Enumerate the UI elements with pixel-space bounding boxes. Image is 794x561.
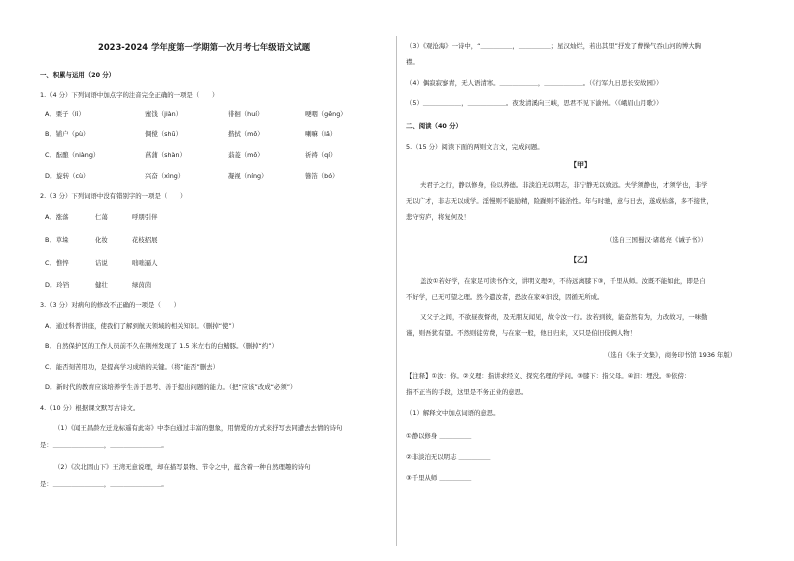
q4-stem: 4.（10 分）根据课文默写古诗文。 (40, 404, 140, 412)
passage-jia-line2: 无以广才，非志无以成学。淫慢则不能励精，险躁则不能治性。年与时驰，意与日去，遂成枯落，多不接世， (406, 197, 713, 205)
q2-option-d-2: 健壮 (95, 281, 108, 289)
q3-option-b: B．自然保护区的工作人员前不久在荆州发现了 1.5 米左右的白鳍豚。（删掉“约”） (45, 342, 278, 350)
q1-option-a-3: 徘徊（huí） (228, 110, 264, 118)
q1-option-c-1: C．酝酿（niàng） (45, 151, 100, 159)
q4-part3-line1: （3）《观沧海》一诗中，“＿＿＿＿＿，＿＿＿＿＿；星汉灿烂，若出其里”抒发了曹操气吞山河的博大胸 (406, 42, 702, 50)
q4-part1-line2: 是：＿＿＿＿＿＿＿＿，＿＿＿＿＿＿＿＿。 (40, 441, 168, 449)
q4-part3-line2: 襟。 (406, 58, 419, 66)
q2-option-b-2: 化妆 (95, 236, 108, 244)
q1-option-c-4: 祈祷（qí） (305, 151, 337, 159)
q5-sub1-stem: （1）解释文中加点词语的意思。 (406, 409, 500, 417)
q1-option-c-2: 菖蒲（shàn） (145, 151, 186, 159)
q5-sub1-item3: ③千里从师 ＿＿＿＿＿ (406, 474, 472, 482)
passage-jia-line3: 悲守穷庐，将复何及！ (406, 213, 470, 221)
q2-option-c-1: C．憔悴 (45, 259, 69, 267)
q1-option-d-4: 簪箔（bó） (305, 172, 339, 180)
q2-option-a-3: 呼朋引伴 (132, 213, 158, 221)
q5-stem: 5.（15 分）阅读下面的两则文言文，完成问题。 (406, 143, 544, 151)
section-1-heading: 一、积累与运用（20 分） (40, 71, 116, 79)
q1-option-d-1: D．旋转（cù） (45, 172, 90, 180)
q1-option-c-3: 蓊菱（mǒ） (228, 151, 264, 159)
q1-option-b-1: B．铺户（pù） (45, 130, 90, 138)
annotation-line1: 【注释】①汝：你。②义理：指讲求经义、探究名理的学问。③膝下：指父母。④汩：埋没。⑤依傍： (406, 372, 691, 380)
q1-option-a-4: 哽咽（gěng） (305, 110, 347, 118)
q4-part1-line1: （1）《闻王昌龄左迁龙标遥有此寄》中李白通过丰富的想象，用情爱的方式来抒写去同遭去去情的诗句 (54, 424, 343, 432)
q2-option-a-1: A．涨落 (45, 213, 69, 221)
q4-part4: （4）偶寂寂寥青，无人语清寒。＿＿＿＿＿＿，＿＿＿＿＿＿。（《行军九日思长安故园》） (406, 79, 663, 87)
passage-yi-source: （选自《朱子文集》，商务印书馆 1936 年版） (604, 351, 737, 359)
q5-sub1-item1: ①静以修身 ＿＿＿＿＿ (406, 432, 472, 440)
q4-part5: （5）＿＿＿＿＿＿，＿＿＿＿＿＿。夜发清溪向三峡，思君不见下渝州。（《峨眉山月歌》） (406, 99, 663, 107)
passage-yi-heading: 【乙】 (570, 256, 591, 264)
q1-option-d-2: 兴奋（xìng） (145, 172, 185, 180)
q5-sub1-item2: ②非淡泊无以明志 ＿＿＿＿＿ (406, 453, 491, 461)
q2-option-b-1: B．草垛 (45, 236, 69, 244)
q1-option-b-4: 喇嘛（lǎ） (305, 130, 337, 138)
q1-option-a-2: 蜜饯（jiàn） (145, 110, 183, 118)
passage-yi-line3: 又父子之间，不欲昼夜督责，及无朋友闻见，故令汝一行。汝若到彼，能奋然有为，力改故习，一味勤 (420, 313, 708, 321)
annotation-line2: 指不正当的手段，这里是不务正业的意思。 (406, 388, 528, 396)
column-divider (396, 36, 397, 546)
passage-yi-line4: 谨，则吾犹有望。不然则徒劳费，与在家一般，他日归来，又只是伯旧伎俩人物！ (406, 329, 637, 337)
q2-option-c-3: 咄咄逼人 (132, 259, 158, 267)
q1-stem: 1.（4 分）下列词语中加点字的注音完全正确的一项是（ ） (40, 91, 219, 99)
q2-option-a-2: 仁蔼 (95, 213, 108, 221)
q4-part2-line2: 是：＿＿＿＿＿＿＿＿，＿＿＿＿＿＿＿＿。 (40, 480, 168, 488)
q2-option-d-3: 绿茵茵 (132, 281, 152, 289)
q1-option-a-1: A．栗子（lì） (45, 110, 85, 118)
q3-stem: 3.（3 分）对病句的修改不正确的一项是（ ） (40, 301, 181, 309)
q3-option-c: C．能否刻苦用功，是提高学习成绩的关键。（将“能否”删去） (45, 363, 220, 371)
q3-option-a: A．通过科普讲座，使我们了解到航天领域的相关知识。（删掉“使”） (45, 322, 239, 330)
q2-stem: 2.（3 分）下列词语中没有错别字的一项是（ ） (40, 192, 187, 200)
passage-jia-heading: 【甲】 (570, 161, 591, 169)
q3-option-d: D．新时代的教育应该培养学生善于思考、善于提出问题的能力。（把“应该”改成“必须”） (45, 383, 297, 391)
passage-jia-source: （选自三国蜀汉·诸葛亮《诫子书》） (606, 236, 708, 244)
q2-option-d-1: D．玲铛 (45, 281, 70, 289)
passage-yi-line1: 盖汝①若好学，在家足可读书作文，讲明义理②，不待远离膝下③，千里从师。汝既不能如此，即是自 (420, 277, 706, 285)
passage-jia-line1: 夫君子之行，静以修身，俭以养德。非淡泊无以明志，非宁静无以致远。夫学须静也，才须学也，非学 (420, 181, 708, 189)
exam-title: 2023-2024 学年度第一学期第一次月考七年级语文试题 (98, 42, 311, 52)
section-2-heading: 二、阅读（40 分） (406, 122, 462, 130)
q1-option-d-3: 凝视（níng） (228, 172, 268, 180)
q1-option-b-3: 揩拭（mǒ） (228, 130, 264, 138)
q2-option-c-2: 诘说 (95, 259, 108, 267)
q1-option-b-2: 倜傥（shū） (145, 130, 182, 138)
q4-part2-line1: （2）《次北固山下》王湾无意说理，却在描写景物、节令之中，蕴含着一种自然理趣的诗句 (54, 463, 311, 471)
q2-option-b-3: 花枝招展 (132, 236, 158, 244)
passage-yi-line2: 不好学，已无可望之理。然今遣汝者，恐汝在家④汩没，因循无所成。 (406, 293, 604, 301)
